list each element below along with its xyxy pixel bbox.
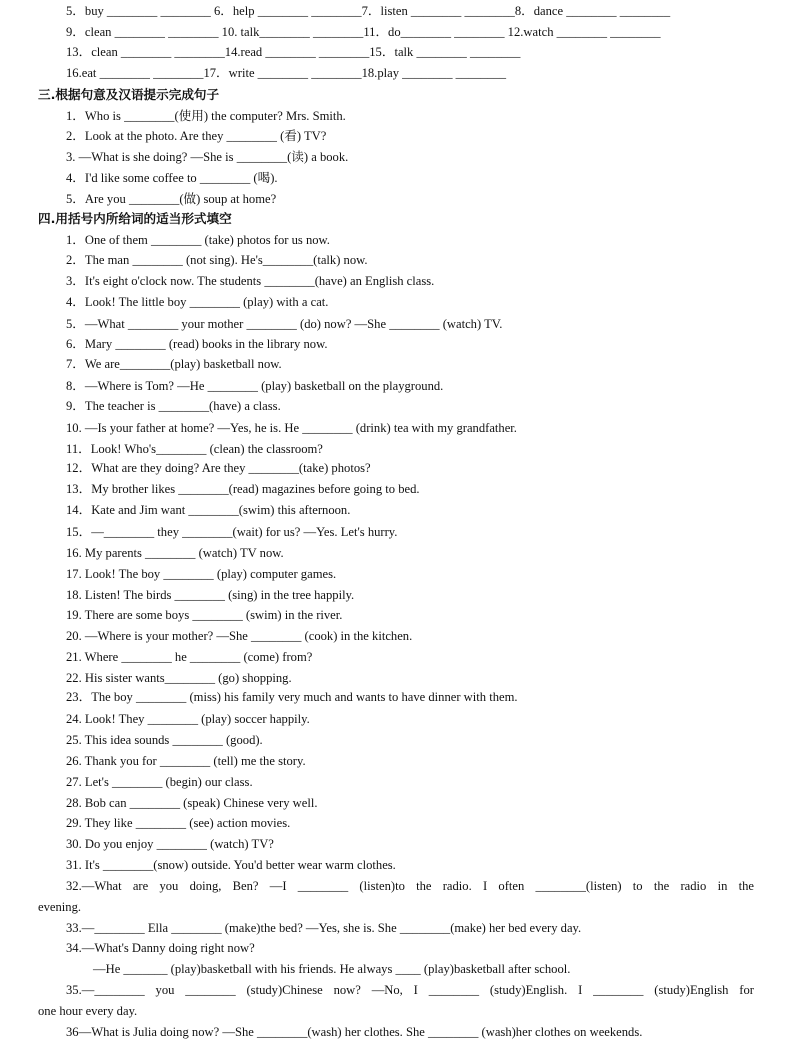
section-4-item-8: 8．—Where is Tom? —He ________ (play) basketball on the playground. <box>66 379 444 393</box>
section-4-item-33: 33.—________ Ella ________ (make)the bed? —Yes, she is. She ________(make) her bed every day. <box>66 921 582 935</box>
section-4-item-25: 25. This idea sounds ________ (good). <box>66 733 263 747</box>
section-4-item-10: 10. —Is your father at home? —Yes, he is. He ________ (drink) tea with my grandfather. <box>66 421 517 435</box>
section-4-item-7: 7．We are________(play) basketball now. <box>66 357 282 371</box>
section-3-item-1: 1．Who is ________(使用) the computer? Mrs. Smith. <box>66 109 346 123</box>
section-4-item-34: 34.—What's Danny doing right now? <box>66 941 255 955</box>
section-4-item-15: 15．—________ they ________(wait) for us? —Yes. Let's hurry. <box>66 525 398 539</box>
section-3-item-2: 2．Look at the photo. Are they ________ (看) TV? <box>66 129 327 143</box>
vocab-row-9-12: 9．clean ________ ________ 10. talk________ ________11．do________ ________ 12.watch ________ ________ <box>66 25 661 39</box>
vocab-row-5-8: 5．buy ________ ________ 6．help ________ ________7．listen ________ ________8．dance ________ ________ <box>66 4 671 18</box>
section-4-item-21: 21. Where ________ he ________ (come) from? <box>66 650 313 664</box>
section-3-item-4: 4．I'd like some coffee to ________ (喝). <box>66 171 278 185</box>
section-4-item-22: 22. His sister wants________ (go) shopping. <box>66 671 292 685</box>
section-3-item-5: 5．Are you ________(做) soup at home? <box>66 192 277 206</box>
section-4-item-31: 31. It's ________(snow) outside. You'd better wear warm clothes. <box>66 858 396 872</box>
section-4-item-36: 36—What is Julia doing now? —She ________(wash) her clothes. She ________ (wash)her clothes on weekends. <box>66 1025 643 1039</box>
section-4-item-9: 9．The teacher is ________(have) a class. <box>66 399 281 413</box>
section-4-item-35: 35.—________ you ________ (study)Chinese now? —No, I ________ (study)English. I ________ (study)English for <box>66 983 754 997</box>
section-4-item-17: 17. Look! The boy ________ (play) computer games. <box>66 567 337 581</box>
vocab-row-16-18: 16.eat ________ ________17．write ________ ________18.play ________ ________ <box>66 66 507 80</box>
section-4-item-32-cont: evening. <box>38 900 82 914</box>
section-4-item-23: 23．The boy ________ (miss) his family very much and wants to have dinner with them. <box>66 690 518 704</box>
section-4-item-12: 12．What are they doing? Are they ________(take) photos? <box>66 461 371 475</box>
section-4-item-19: 19. There are some boys ________ (swim) in the river. <box>66 608 343 622</box>
section-4-item-20: 20. —Where is your mother? —She ________ (cook) in the kitchen. <box>66 629 413 643</box>
section-4-item-3: 3．It's eight o'clock now. The students ________(have) an English class. <box>66 274 435 288</box>
section-4-item-5: 5．—What ________ your mother ________ (do) now? —She ________ (watch) TV. <box>66 317 503 331</box>
section-4-item-2: 2．The man ________ (not sing). He's________(talk) now. <box>66 253 368 267</box>
vocab-row-13-15: 13．clean ________ ________14.read ________ ________15．talk ________ ________ <box>66 45 521 59</box>
section-4-item-30: 30. Do you enjoy ________ (watch) TV? <box>66 837 274 851</box>
section-4-item-27: 27. Let's ________ (begin) our class. <box>66 775 253 789</box>
section-3-item-3: 3. —What is she doing? —She is ________(读) a book. <box>66 150 349 164</box>
section-4-item-1: 1．One of them ________ (take) photos for us now. <box>66 233 330 247</box>
section-4-item-16: 16. My parents ________ (watch) TV now. <box>66 546 284 560</box>
section-4-item-6: 6．Mary ________ (read) books in the library now. <box>66 337 328 351</box>
section-4-item-14: 14．Kate and Jim want ________(swim) this afternoon. <box>66 503 351 517</box>
section-4-item-35-cont: one hour every day. <box>38 1004 138 1018</box>
section-4-item-18: 18. Listen! The birds ________ (sing) in the tree happily. <box>66 588 355 602</box>
section-4-item-4: 4．Look! The little boy ________ (play) with a cat. <box>66 295 329 309</box>
section-4-item-34-reply: —He _______ (play)basketball with his friends. He always ____ (play)basketball after school. <box>93 962 571 976</box>
section-4-item-11: 11．Look! Who's________ (clean) the classroom? <box>66 442 323 456</box>
section-3-heading: 三.根据句意及汉语提示完成句子 <box>38 87 220 102</box>
section-4-item-24: 24. Look! They ________ (play) soccer happily. <box>66 712 310 726</box>
section-4-item-32: 32.—What are you doing, Ben? —I ________ (listen)to the radio. I often ________(listen) to the radio in the <box>66 879 754 893</box>
section-4-item-28: 28. Bob can ________ (speak) Chinese very well. <box>66 796 318 810</box>
section-4-item-13: 13．My brother likes ________(read) magazines before going to bed. <box>66 482 420 496</box>
section-4-item-29: 29. They like ________ (see) action movies. <box>66 816 291 830</box>
section-4-heading: 四.用括号内所给词的适当形式填空 <box>38 211 232 226</box>
section-4-item-26: 26. Thank you for ________ (tell) me the story. <box>66 754 306 768</box>
